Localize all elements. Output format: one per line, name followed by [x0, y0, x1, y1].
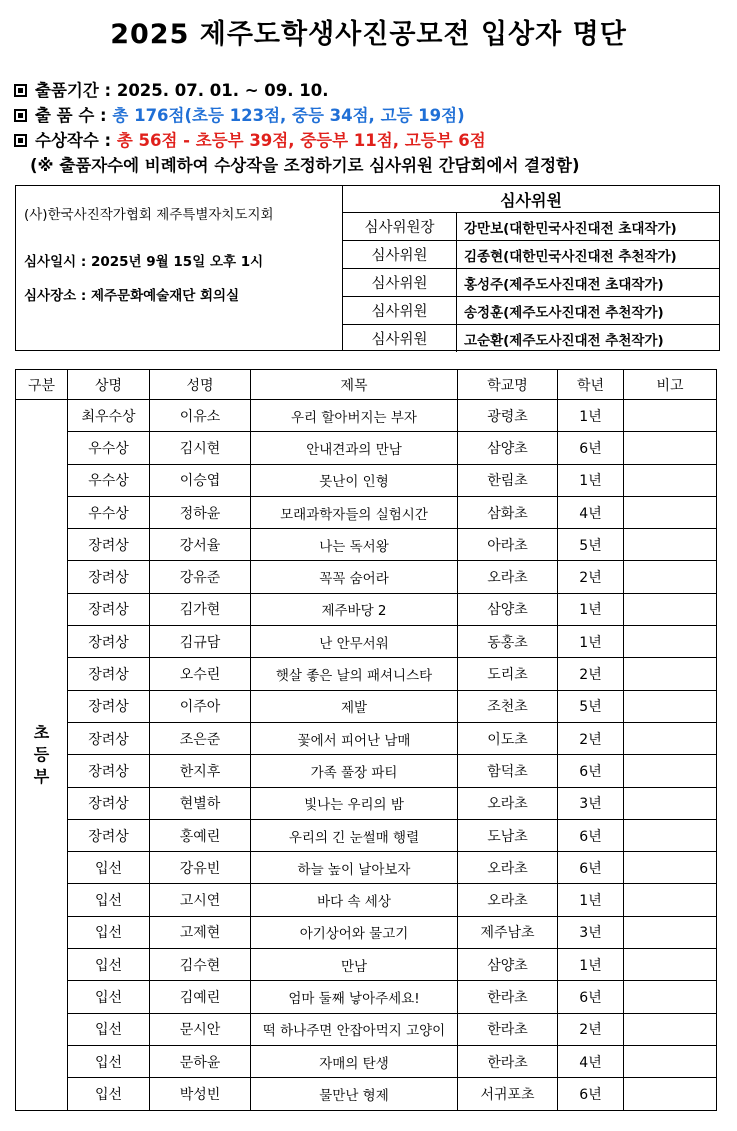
school-cell: 아라초 — [458, 529, 558, 561]
award-cell: 입선 — [68, 981, 150, 1013]
note-line: (※ 출품자수에 비례하여 수상작을 조정하기로 심사위원 간담회에서 결정함) — [30, 156, 580, 175]
grade-cell: 1년 — [558, 626, 624, 658]
school-cell: 삼양초 — [458, 949, 558, 981]
note-cell — [624, 916, 717, 948]
title-cell: 우리 할아버지는 부자 — [251, 400, 458, 432]
award-cell: 입선 — [68, 916, 150, 948]
grade-cell: 6년 — [558, 755, 624, 787]
table-row — [16, 819, 717, 851]
page-title: 2025 제주도학생사진공모전 입상자 명단 — [110, 19, 627, 50]
judge-panel-title: 심사위원 — [500, 190, 562, 210]
name-cell: 강유준 — [150, 561, 251, 593]
school-cell: 삼화초 — [458, 496, 558, 528]
organizer: (사)한국사진작가협회 제주특별자치도지회 — [24, 207, 274, 223]
judge-row — [343, 269, 719, 297]
title-cell: 나는 독서왕 — [251, 529, 458, 561]
grade-cell: 4년 — [558, 496, 624, 528]
table-row — [16, 432, 717, 464]
grade-cell: 1년 — [558, 949, 624, 981]
judge-name: 강만보(대한민국사진대전 초대작가) — [457, 213, 720, 241]
name-cell: 한지후 — [150, 755, 251, 787]
grade-cell: 6년 — [558, 1078, 624, 1110]
table-row — [16, 626, 717, 658]
name-cell: 김규담 — [150, 626, 251, 658]
title-cell: 우리의 긴 눈썰매 행렬 — [251, 819, 458, 851]
square-bullet-icon — [14, 134, 27, 147]
title-cell: 떡 하나주면 안잡아먹지 고양이 — [251, 1013, 458, 1045]
table-row — [16, 658, 717, 690]
table-row — [16, 722, 717, 754]
col-header-division: 구분 — [16, 370, 68, 400]
award-cell: 우수상 — [68, 432, 150, 464]
judge-row — [343, 325, 719, 353]
grade-cell: 5년 — [558, 529, 624, 561]
note-cell — [624, 819, 717, 851]
judge-row — [343, 297, 719, 325]
name-cell: 박성빈 — [150, 1078, 251, 1110]
note-cell — [624, 626, 717, 658]
count-line — [14, 102, 465, 126]
grade-cell: 6년 — [558, 819, 624, 851]
table-row — [16, 787, 717, 819]
award-cell: 우수상 — [68, 496, 150, 528]
grade-cell: 3년 — [558, 787, 624, 819]
judge-panel — [343, 186, 719, 350]
title-cell: 모래과학자들의 실험시간 — [251, 496, 458, 528]
note-cell — [624, 658, 717, 690]
judge-role: 심사위원장 — [343, 213, 457, 241]
square-bullet-icon — [14, 109, 27, 122]
grade-cell: 6년 — [558, 852, 624, 884]
title-cell: 안내견과의 만남 — [251, 432, 458, 464]
col-header-school: 학교명 — [458, 370, 558, 400]
judging-box — [15, 185, 720, 351]
judge-row — [343, 241, 719, 269]
judge-role: 심사위원 — [343, 297, 457, 325]
table-row — [16, 400, 717, 432]
note-cell — [624, 432, 717, 464]
title-cell: 자매의 탄생 — [251, 1045, 458, 1077]
school-cell: 오라초 — [458, 561, 558, 593]
judge-name: 고순환(제주도사진대전 추천작가) — [457, 325, 720, 353]
col-header-note: 비고 — [624, 370, 717, 400]
title-cell: 못난이 인형 — [251, 464, 458, 496]
note-cell — [624, 561, 717, 593]
judge-name: 송정훈(제주도사진대전 추천작가) — [457, 297, 720, 325]
award-cell: 입선 — [68, 949, 150, 981]
award-cell: 최우수상 — [68, 400, 150, 432]
judging-venue: 심사장소 : 제주문화예술재단 회의실 — [24, 288, 240, 304]
award-cell: 장려상 — [68, 561, 150, 593]
school-cell: 한림초 — [458, 464, 558, 496]
award-cell: 입선 — [68, 852, 150, 884]
school-cell: 도리초 — [458, 658, 558, 690]
school-cell: 이도초 — [458, 722, 558, 754]
award-cell: 장려상 — [68, 819, 150, 851]
note-cell — [624, 1013, 717, 1045]
table-row — [16, 1045, 717, 1077]
name-cell: 문하윤 — [150, 1045, 251, 1077]
table-row — [16, 949, 717, 981]
square-bullet-icon — [14, 84, 27, 97]
table-row — [16, 690, 717, 722]
title-cell: 제발 — [251, 690, 458, 722]
judge-row — [343, 213, 719, 241]
grade-cell: 2년 — [558, 1013, 624, 1045]
award-cell: 장려상 — [68, 593, 150, 625]
table-row — [16, 496, 717, 528]
school-cell: 도남초 — [458, 819, 558, 851]
name-cell: 고제현 — [150, 916, 251, 948]
school-cell: 한라초 — [458, 1045, 558, 1077]
table-row — [16, 1078, 717, 1110]
name-cell: 이승엽 — [150, 464, 251, 496]
note-cell — [624, 690, 717, 722]
school-cell: 한라초 — [458, 981, 558, 1013]
award-cell: 입선 — [68, 1078, 150, 1110]
note-cell — [624, 981, 717, 1013]
title-cell: 햇살 좋은 날의 패셔니스타 — [251, 658, 458, 690]
title-cell: 엄마 둘째 낳아주세요! — [251, 981, 458, 1013]
grade-cell: 6년 — [558, 981, 624, 1013]
judge-name: 김종현(대한민국사진대전 추천작가) — [457, 241, 720, 269]
name-cell: 홍예린 — [150, 819, 251, 851]
note-cell — [624, 496, 717, 528]
name-cell: 고시연 — [150, 884, 251, 916]
title-cell: 난 안무서워 — [251, 626, 458, 658]
school-cell: 조천초 — [458, 690, 558, 722]
note-cell — [624, 400, 717, 432]
title-cell: 아기상어와 물고기 — [251, 916, 458, 948]
table-body — [16, 400, 717, 1111]
school-cell: 오라초 — [458, 884, 558, 916]
award-cell: 입선 — [68, 884, 150, 916]
table-row — [16, 529, 717, 561]
name-cell: 현별하 — [150, 787, 251, 819]
note-cell — [624, 884, 717, 916]
grade-cell: 6년 — [558, 432, 624, 464]
col-header-award: 상명 — [68, 370, 150, 400]
name-cell: 이주아 — [150, 690, 251, 722]
grade-cell: 1년 — [558, 593, 624, 625]
period-line — [14, 77, 329, 101]
col-header-name: 성명 — [150, 370, 251, 400]
grade-cell: 1년 — [558, 400, 624, 432]
table-row — [16, 884, 717, 916]
name-cell: 강서율 — [150, 529, 251, 561]
award-cell: 장려상 — [68, 626, 150, 658]
award-cell: 입선 — [68, 1045, 150, 1077]
grade-cell: 2년 — [558, 722, 624, 754]
title-cell: 제주바당 2 — [251, 593, 458, 625]
table-row — [16, 561, 717, 593]
name-cell: 김예린 — [150, 981, 251, 1013]
title-cell: 하늘 높이 날아보자 — [251, 852, 458, 884]
judging-datetime: 심사일시 : 2025년 9월 15일 오후 1시 — [24, 254, 264, 270]
note-cell — [624, 722, 717, 754]
school-cell: 한라초 — [458, 1013, 558, 1045]
name-cell: 조은준 — [150, 722, 251, 754]
school-cell: 동홍초 — [458, 626, 558, 658]
period-label: 출품기간 : — [35, 81, 117, 100]
title-cell: 꽃에서 피어난 남매 — [251, 722, 458, 754]
school-cell: 삼양초 — [458, 593, 558, 625]
awards-line — [14, 127, 486, 151]
name-cell: 오수린 — [150, 658, 251, 690]
judge-role: 심사위원 — [343, 269, 457, 297]
grade-cell: 2년 — [558, 658, 624, 690]
school-cell: 삼양초 — [458, 432, 558, 464]
grade-cell: 1년 — [558, 464, 624, 496]
count-value: 총 176점(초등 123점, 중등 34점, 고등 19점) — [112, 106, 465, 125]
table-row — [16, 852, 717, 884]
name-cell: 김가현 — [150, 593, 251, 625]
awards-value: 총 56점 - 초등부 39점, 중등부 11점, 고등부 6점 — [116, 131, 486, 150]
grade-cell: 2년 — [558, 561, 624, 593]
note-cell — [624, 1045, 717, 1077]
award-cell: 장려상 — [68, 690, 150, 722]
table-row — [16, 916, 717, 948]
award-cell: 장려상 — [68, 529, 150, 561]
awards-label: 수상작수 : — [35, 131, 117, 150]
note-cell — [624, 464, 717, 496]
note-cell — [624, 787, 717, 819]
judge-table — [343, 186, 719, 352]
note-cell — [624, 1078, 717, 1110]
school-cell: 오라초 — [458, 852, 558, 884]
name-cell: 김시현 — [150, 432, 251, 464]
division-cell: 초 등 부 — [16, 400, 68, 1111]
title-cell: 만남 — [251, 949, 458, 981]
grade-cell: 4년 — [558, 1045, 624, 1077]
award-cell: 장려상 — [68, 722, 150, 754]
school-cell: 광령초 — [458, 400, 558, 432]
note-cell — [624, 529, 717, 561]
table-header-row — [16, 370, 717, 400]
award-cell: 장려상 — [68, 755, 150, 787]
award-cell: 입선 — [68, 1013, 150, 1045]
name-cell: 문시안 — [150, 1013, 251, 1045]
judging-info — [16, 186, 343, 350]
school-cell: 서귀포초 — [458, 1078, 558, 1110]
award-cell: 우수상 — [68, 464, 150, 496]
name-cell: 강유빈 — [150, 852, 251, 884]
judge-name: 홍성주(제주도사진대전 초대작가) — [457, 269, 720, 297]
name-cell: 정하윤 — [150, 496, 251, 528]
award-cell: 장려상 — [68, 787, 150, 819]
title-cell: 꼭꼭 숨어라 — [251, 561, 458, 593]
note-cell — [624, 949, 717, 981]
title-cell: 가족 풀장 파티 — [251, 755, 458, 787]
table-row — [16, 593, 717, 625]
period-value: 2025. 07. 01. ~ 09. 10. — [116, 81, 329, 100]
award-cell: 장려상 — [68, 658, 150, 690]
table-row — [16, 1013, 717, 1045]
grade-cell: 3년 — [558, 916, 624, 948]
grade-cell: 5년 — [558, 690, 624, 722]
table-row — [16, 464, 717, 496]
col-header-grade: 학년 — [558, 370, 624, 400]
note-cell — [624, 755, 717, 787]
title-cell: 물만난 형제 — [251, 1078, 458, 1110]
count-label: 출 품 수 : — [35, 106, 113, 125]
judge-role: 심사위원 — [343, 325, 457, 353]
col-header-title: 제목 — [251, 370, 458, 400]
note-cell — [624, 852, 717, 884]
winners-table — [15, 369, 717, 1111]
school-cell: 오라초 — [458, 787, 558, 819]
note-cell — [624, 593, 717, 625]
school-cell: 함덕초 — [458, 755, 558, 787]
title-cell: 빛나는 우리의 밤 — [251, 787, 458, 819]
school-cell: 제주남초 — [458, 916, 558, 948]
table-row — [16, 981, 717, 1013]
table-row — [16, 755, 717, 787]
name-cell: 김수현 — [150, 949, 251, 981]
name-cell: 이유소 — [150, 400, 251, 432]
title-cell: 바다 속 세상 — [251, 884, 458, 916]
grade-cell: 1년 — [558, 884, 624, 916]
judge-role: 심사위원 — [343, 241, 457, 269]
